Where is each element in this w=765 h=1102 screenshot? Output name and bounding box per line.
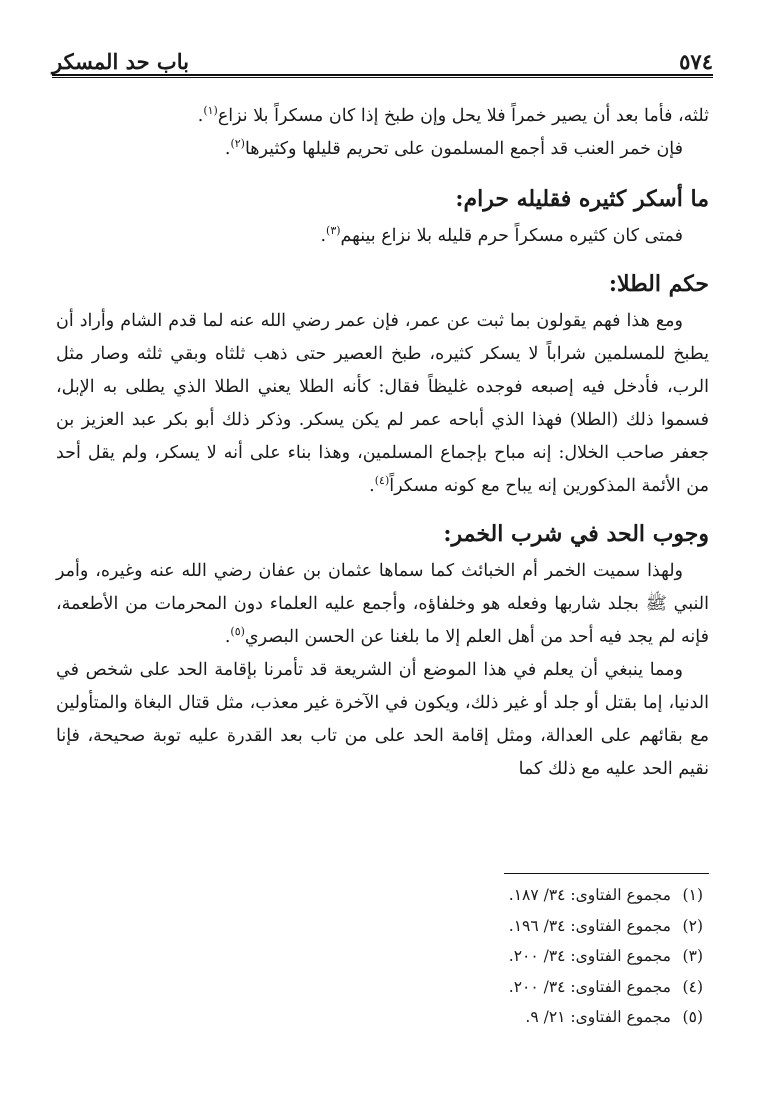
header-rule [52,74,713,76]
footnote-ref-3: (٣) [326,224,341,237]
footnote-number: (٢) [682,916,703,935]
footnotes [56,880,703,1033]
chapter-title: باب حد المسكر [52,49,189,74]
section-heading-3: وجوب الحد في شرب الخمر: [443,521,709,547]
paragraph-6: ومما ينبغي أن يعلم في هذا الموضع أن الشريعة قد تأمرنا بإقامة الحد على شخص في الدنيا، إما بقتل أو جلد أو غير ذلك، ويكون في الآخرة غير معذب، مثل قتال البغاة والمتأولين مع بقائهم على العدالة، ومثل إقامة الحد على من تاب بعد القدرة عليه توبة صحيحة، فإنا نقيم الحد عليه مع ذلك كما [56,660,709,779]
footnote-separator [504,873,709,874]
section-heading-1: ما أسكر كثيره فقليله حرام: [455,186,709,212]
running-header [52,44,713,74]
footnote-text: مجموع الفتاوى: ٣٤/ ١٩٦. [508,916,671,935]
footnote-text: مجموع الفتاوى: ٣٤/ ١٨٧. [508,886,671,904]
paragraph-2: فإن خمر العنب قد أجمع المسلمون على تحريم قليلها وكثيرها$^{(٢)}$. [224,137,683,159]
footnote-ref-2: (٢) [230,137,245,150]
footnote-item [56,972,703,1003]
footnote-ref-1: (١) [203,104,218,117]
paragraph-3: فمتى كان كثيره مسكراً حرم قليله بلا نزاع بينهم$^{(٣)}$. [320,224,683,246]
footnote-text: مجموع الفتاوى: ٢١/ ٩. [525,1008,671,1026]
paragraph-5: ولهذا سميت الخمر أم الخبائث كما سماها عثمان بن عفان رضي الله عنه وغيره، وأمر النبي ﷺ بجلد شاربها وفعله هو وخلفاؤه، وأجمع عليه العلماء دون المحرمات من الأطعمة، فإنه لم يجد فيه أحد من أهل العلم إلا ما بلغنا عن الحسن البصري$^{(٥)}$. [56,561,709,647]
footnote-number: (٣) [682,947,703,965]
footnote-ref-5: (٥) [230,625,245,638]
main-text [56,100,709,786]
paragraph-1: ثلثه، فأما بعد أن يصير خمراً فلا يحل وإن طبخ إذا كان مسكراً بلا نزاع$^{(١)}$. [197,104,709,126]
paragraph-4: ومع هذا فهم يقولون بما ثبت عن عمر، فإن عمر رضي الله عنه لما قدم الشام وأراد أن يطبخ للمسلمين شراباً لا يسكر كثيره، طبخ العصير حتى ذهب ثلثاه وبقي ثلثه وصار مثل الرب، فأدخل فيه إصبعه فوجده غليظاً فقال: كأنه الطلا يعني الطلا الذي يطلى به الإبل، فسموا ذلك (الطلا) فهذا الذي أباحه عمر لم يكن يسكر. وذكر ذلك أبو بكر عبد العزيز بن جعفر صاحب الخلال: إنه مباح بإجماع المسلمين، وهذا بناء على أنه لا يسكر، ولم يقل أحد من الأئمة المذكورين إنه يباح مع كونه مسكراً$^{(٤)}$. [56,311,709,496]
header-rule-thin [52,77,713,78]
footnote-number: (١) [682,886,703,904]
footnote-number: (٤) [682,977,703,996]
footnote-number: (٥) [682,1008,703,1026]
footnote-ref-4: (٤) [374,474,390,487]
section-heading-2: حكم الطلا: [608,271,709,297]
page-number: ٥٧٤ [679,49,713,74]
footnote-item [56,1002,703,1033]
footnote-item [56,880,703,911]
footnote-item [56,911,703,942]
footnote-item [56,941,703,972]
footnote-text: مجموع الفتاوى: ٣٤/ ٢٠٠. [508,977,671,996]
footnote-text: مجموع الفتاوى: ٣٤/ ٢٠٠. [508,947,671,965]
